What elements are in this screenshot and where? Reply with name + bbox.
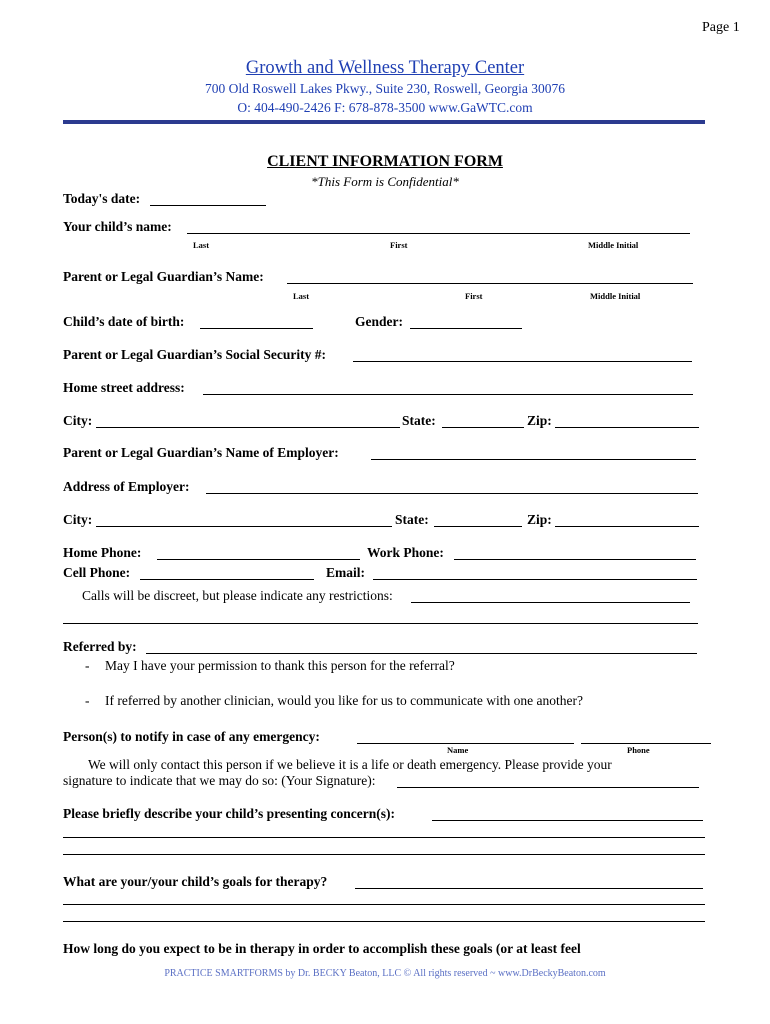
employer-state-field[interactable]: [434, 526, 522, 527]
guardian-middle-caption: Middle Initial: [590, 291, 641, 301]
employer-city-label: City:: [63, 512, 93, 527]
child-name-first-caption: First: [390, 240, 408, 250]
referral-dash-1: -: [85, 658, 90, 673]
employer-zip-label: Zip:: [527, 512, 552, 527]
employer-address-label: Address of Employer:: [63, 479, 190, 494]
employer-state-label: State:: [395, 512, 429, 527]
page-number: Page 1: [702, 20, 740, 35]
emergency-name-field[interactable]: [357, 743, 574, 744]
work-phone-field[interactable]: [454, 559, 696, 560]
emergency-contact-label: Person(s) to notify in case of any emergency:: [63, 729, 320, 744]
employer-city-field[interactable]: [96, 526, 392, 527]
emergency-phone-caption: Phone: [627, 745, 650, 755]
concerns-field-2[interactable]: [63, 837, 705, 838]
employer-name-field[interactable]: [371, 459, 696, 460]
gender-field[interactable]: [410, 328, 522, 329]
referral-question-communicate: If referred by another clinician, would you like for us to communicate with one another?: [105, 693, 583, 708]
form-subtitle: *This Form is Confidential*: [311, 174, 459, 189]
gender-label: Gender:: [355, 314, 403, 329]
goals-field-1[interactable]: [355, 888, 703, 889]
calls-restrictions-field[interactable]: [411, 602, 690, 603]
email-label: Email:: [326, 565, 365, 580]
cell-phone-field[interactable]: [140, 579, 314, 580]
child-name-middle-caption: Middle Initial: [588, 240, 639, 250]
org-address: 700 Old Roswell Lakes Pkwy., Suite 230, Roswell, Georgia 30076: [205, 81, 565, 96]
home-address-label: Home street address:: [63, 380, 185, 395]
todays-date-label: Today's date:: [63, 191, 141, 206]
guardian-name-field[interactable]: [287, 283, 693, 284]
emergency-note-line2: signature to indicate that we may do so: (Your Signature):: [63, 773, 376, 788]
referral-dash-2: -: [85, 693, 90, 708]
cell-phone-label: Cell Phone:: [63, 565, 131, 580]
ssn-label: Parent or Legal Guardian’s Social Security #:: [63, 347, 326, 362]
ssn-field[interactable]: [353, 361, 692, 362]
home-city-label: City:: [63, 413, 93, 428]
home-city-field[interactable]: [96, 427, 400, 428]
home-address-field[interactable]: [203, 394, 693, 395]
therapy-duration-question: How long do you expect to be in therapy in order to accomplish these goals (or at least feel: [63, 941, 581, 956]
calls-restrictions-label: Calls will be discreet, but please indicate any restrictions:: [82, 588, 393, 603]
referral-question-thank: May I have your permission to thank this person for the referral?: [105, 658, 455, 673]
concerns-field-1[interactable]: [432, 820, 703, 821]
header-rule: [63, 120, 705, 124]
emergency-note-line1: We will only contact this person if we believe it is a life or death emergency. Please provide your: [88, 757, 612, 772]
goals-field-2[interactable]: [63, 904, 705, 905]
employer-zip-field[interactable]: [555, 526, 699, 527]
child-name-last-caption: Last: [193, 240, 210, 250]
concerns-field-3[interactable]: [63, 854, 705, 855]
referred-by-field[interactable]: [146, 653, 697, 654]
signature-field[interactable]: [397, 787, 699, 788]
home-phone-field[interactable]: [157, 559, 360, 560]
goals-field-3[interactable]: [63, 921, 705, 922]
work-phone-label: Work Phone:: [367, 545, 444, 560]
home-state-field[interactable]: [442, 427, 524, 428]
footer-copyright: PRACTICE SMARTFORMS by Dr. BECKY Beaton, LLC © All rights reserved ~ www.DrBeckyBeaton.com: [164, 968, 606, 979]
todays-date-field[interactable]: [150, 205, 266, 206]
employer-name-label: Parent or Legal Guardian’s Name of Employer:: [63, 445, 339, 460]
calls-restrictions-field-2[interactable]: [63, 623, 698, 624]
guardian-last-caption: Last: [293, 291, 310, 301]
home-zip-field[interactable]: [555, 427, 699, 428]
email-field[interactable]: [373, 579, 697, 580]
emergency-name-caption: Name: [447, 745, 469, 755]
dob-field[interactable]: [200, 328, 313, 329]
form-title: CLIENT INFORMATION FORM: [267, 153, 503, 170]
home-state-label: State:: [402, 413, 436, 428]
guardian-first-caption: First: [465, 291, 483, 301]
guardian-name-label: Parent or Legal Guardian’s Name:: [63, 269, 264, 284]
org-name: Growth and Wellness Therapy Center: [245, 58, 525, 78]
presenting-concerns-label: Please briefly describe your child’s presenting concern(s):: [63, 806, 395, 821]
org-contact: O: 404-490-2426 F: 678-878-3500 www.GaWTC.com: [237, 100, 533, 115]
therapy-goals-label: What are your/your child’s goals for therapy?: [63, 874, 328, 889]
referred-by-label: Referred by:: [63, 639, 137, 654]
employer-address-field[interactable]: [206, 493, 698, 494]
emergency-phone-field[interactable]: [581, 743, 711, 744]
child-name-field[interactable]: [187, 233, 690, 234]
child-name-label: Your child’s name:: [63, 219, 172, 234]
home-phone-label: Home Phone:: [63, 545, 142, 560]
dob-label: Child’s date of birth:: [63, 314, 185, 329]
home-zip-label: Zip:: [527, 413, 552, 428]
